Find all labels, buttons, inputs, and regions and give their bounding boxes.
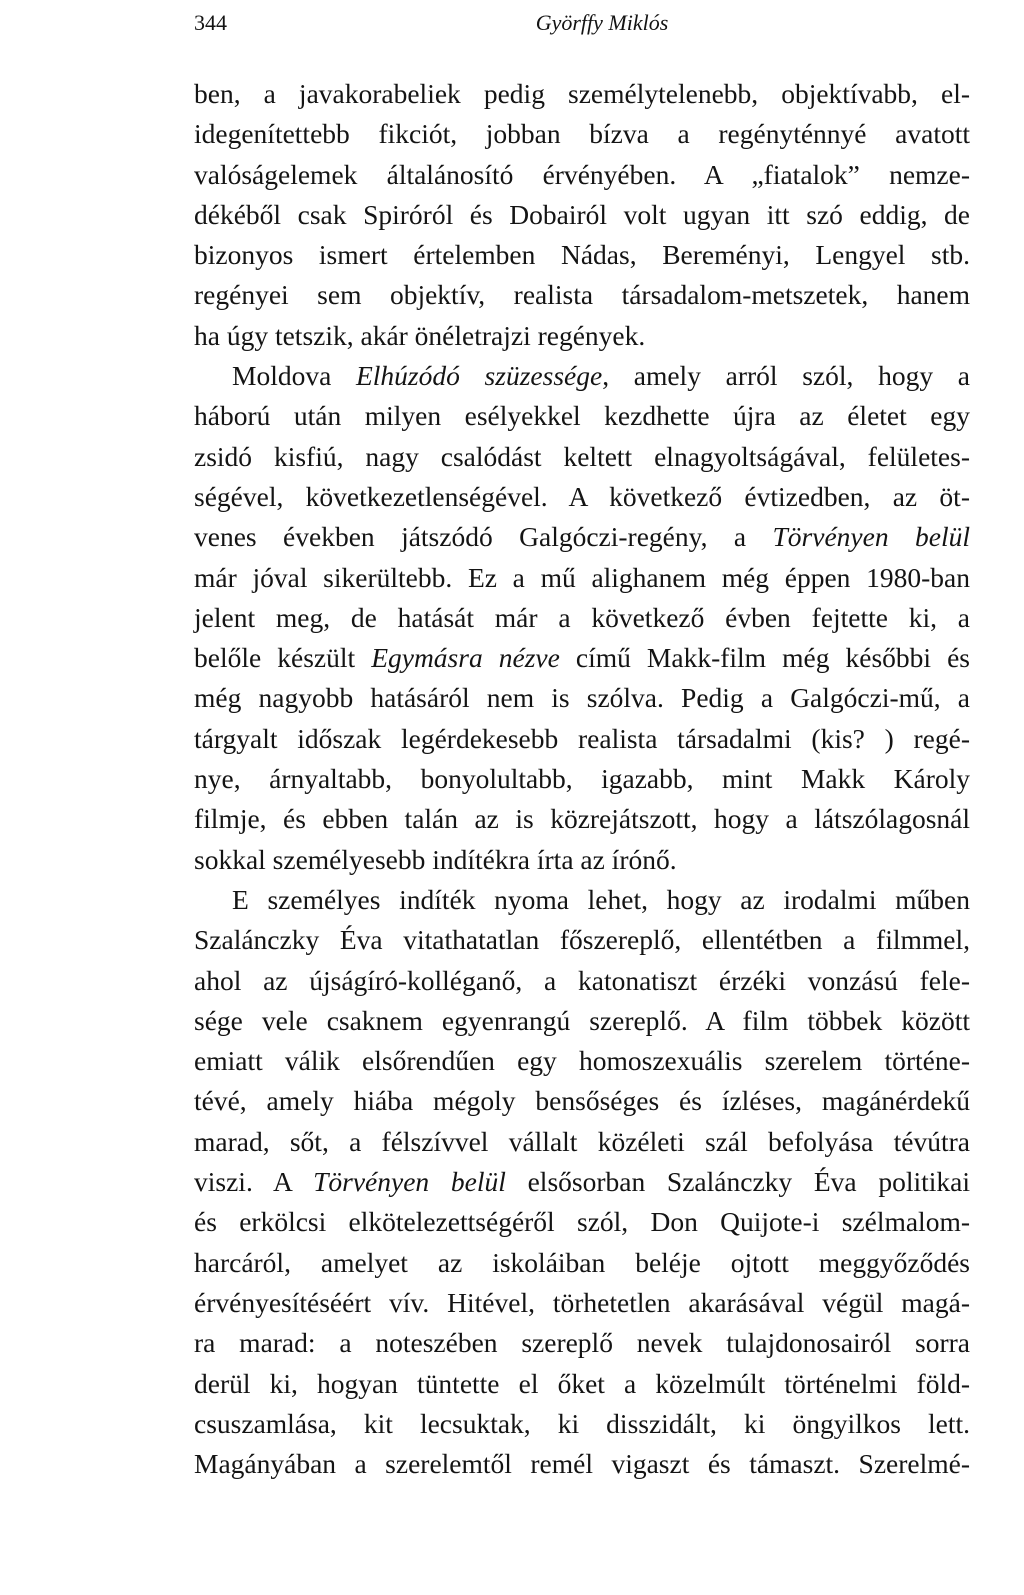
text-line: [194, 598, 970, 638]
text-line: [194, 1283, 970, 1323]
text-line: [194, 799, 970, 839]
text-line: [194, 74, 970, 114]
italic-title: Törvényen belül: [313, 1166, 506, 1198]
text-line: [194, 1001, 970, 1041]
text-line: [194, 396, 970, 436]
text-line: [194, 1122, 970, 1162]
text-line: [194, 477, 970, 517]
italic-title: Törvényen belül: [772, 521, 970, 553]
text-line: [194, 437, 970, 477]
text-segment: marad, sőt, a félszívvel vállalt közéleti szál befolyása tévútra: [194, 1125, 970, 1157]
text-line: [194, 1162, 970, 1202]
text-segment: zsidó kisfiú, nagy csalódást keltett elnagyoltságával, felületes-: [194, 440, 970, 472]
text-line: [194, 1243, 970, 1283]
text-line: [194, 1202, 970, 1242]
text-line: [194, 880, 970, 920]
text-segment: Moldova: [232, 360, 356, 392]
text-segment: ben, a javakorabeliek pedig személytelenebb, objektívabb, el-: [194, 78, 970, 109]
text-line: [194, 719, 970, 759]
text-line: [194, 759, 970, 799]
text-segment: idegenítettebb fikciót, jobban bízva a regényténnyé avatott: [194, 118, 970, 150]
text-segment: , amely arról szól, hogy a: [602, 360, 970, 392]
text-line: [194, 1364, 970, 1404]
text-segment: harcáról, amelyet az iskoláiban beléje ojtott meggyőződés: [194, 1246, 970, 1278]
text-segment: ra marad: a noteszében szereplő nevek tulajdonosairól sorra: [194, 1327, 970, 1359]
text-line: [194, 195, 970, 235]
text-line: [194, 558, 970, 598]
text-segment: dékéből csak Spiróról és Dobairól volt ugyan itt szó eddig, de: [194, 198, 970, 230]
text-segment: viszi. A: [194, 1166, 314, 1198]
text-segment: ségével, következetlenségével. A következő évtizedben, az öt-: [194, 480, 970, 512]
text-segment: és erkölcsi elkötelezettségéről szól, Don Quijote-i szélmalom-: [194, 1206, 970, 1238]
text-segment: E személyes indíték nyoma lehet, hogy az irodalmi műben: [232, 883, 970, 915]
text-segment: Szalánczky Éva vitathatatlan főszereplő, ellentétben a filmmel,: [194, 924, 970, 956]
text-line: [194, 114, 970, 154]
text-segment: tárgyalt időszak legérdekesebb realista társadalmi (kis? ) regé-: [194, 722, 970, 754]
text-segment: emiatt válik elsőrendűen egy homoszexuális szerelem történe-: [194, 1045, 970, 1077]
page-number: 344: [194, 10, 227, 35]
text-segment: tévé, amely hiába mégoly bensőséges és ízléses, magánérdekű: [194, 1085, 970, 1117]
text-segment: elsősorban Szalánczky Éva politikai: [505, 1166, 970, 1198]
text-line: [194, 920, 970, 960]
text-segment: belőle készült: [194, 642, 372, 674]
text-line: [194, 961, 970, 1001]
text-segment: sége vele csaknem egyenrangú szereplő. A film többek között: [194, 1004, 970, 1036]
text-line: [194, 840, 970, 880]
text-segment: venes években játszódó Galgóczi-regény, a: [194, 521, 773, 553]
text-segment: sokkal személyesebb indítékra írta az írónő.: [194, 843, 677, 875]
text-segment: ahol az újságíró-kolléganő, a katonatiszt érzéki vonzású fele-: [194, 964, 970, 996]
text-segment: jelent meg, de hatását már a következő évben fejtette ki, a: [194, 601, 970, 633]
text-segment: Magányában a szerelemtől remél vigaszt és támaszt. Szerelmé-: [194, 1448, 970, 1480]
italic-title: Elhúzódó szüzessége: [355, 360, 603, 392]
running-head: Györffy Miklós: [535, 10, 669, 35]
text-line: [194, 235, 970, 275]
text-segment: bizonyos ismert értelemben Nádas, Bereményi, Lengyel stb.: [194, 239, 970, 271]
text-line: [194, 517, 970, 557]
italic-title: Egymásra nézve: [371, 642, 560, 674]
text-segment: filmje, és ebben talán az is közrejátszott, hogy a látszólagosnál: [194, 803, 970, 835]
text-segment: című Makk-film még későbbi és: [559, 642, 970, 674]
text-line: [194, 1323, 970, 1363]
text-segment: regényei sem objektív, realista társadalom-metszetek, hanem: [194, 279, 970, 311]
text-segment: még nagyobb hatásáról nem is szólva. Pedig a Galgóczi-mű, a: [194, 682, 970, 714]
text-segment: ha úgy tetszik, akár önéletrajzi regények.: [194, 319, 646, 351]
text-line: [194, 1404, 970, 1444]
text-segment: valóságelemek általánosító érvényében. A „fiatalok” nemze-: [194, 158, 970, 190]
text-segment: nye, árnyaltabb, bonyolultabb, igazabb, mint Makk Károly: [194, 763, 970, 795]
text-line: [194, 356, 970, 396]
text-segment: csuszamlása, kit lecsuktak, ki disszidált, ki öngyilkos lett.: [194, 1407, 970, 1439]
page-header: [194, 6, 970, 40]
text-segment: derül ki, hogyan tüntette el őket a közelmúlt történelmi föld-: [194, 1367, 970, 1399]
text-line: [194, 1081, 970, 1121]
text-line: [194, 155, 970, 195]
text-line: [194, 638, 970, 678]
text-line: [194, 316, 970, 356]
text-segment: háború után milyen esélyekkel kezdhette újra az életet egy: [194, 400, 970, 432]
text-segment: már jóval sikerültebb. Ez a mű alighanem még éppen 1980-ban: [194, 561, 970, 593]
text-line: [194, 678, 970, 718]
body-text: [194, 74, 970, 1484]
text-line: [194, 1041, 970, 1081]
text-line: [194, 1444, 970, 1484]
text-line: [194, 275, 970, 315]
text-segment: érvényesítéséért vív. Hitével, törhetetlen akarásával végül magá-: [194, 1286, 970, 1318]
